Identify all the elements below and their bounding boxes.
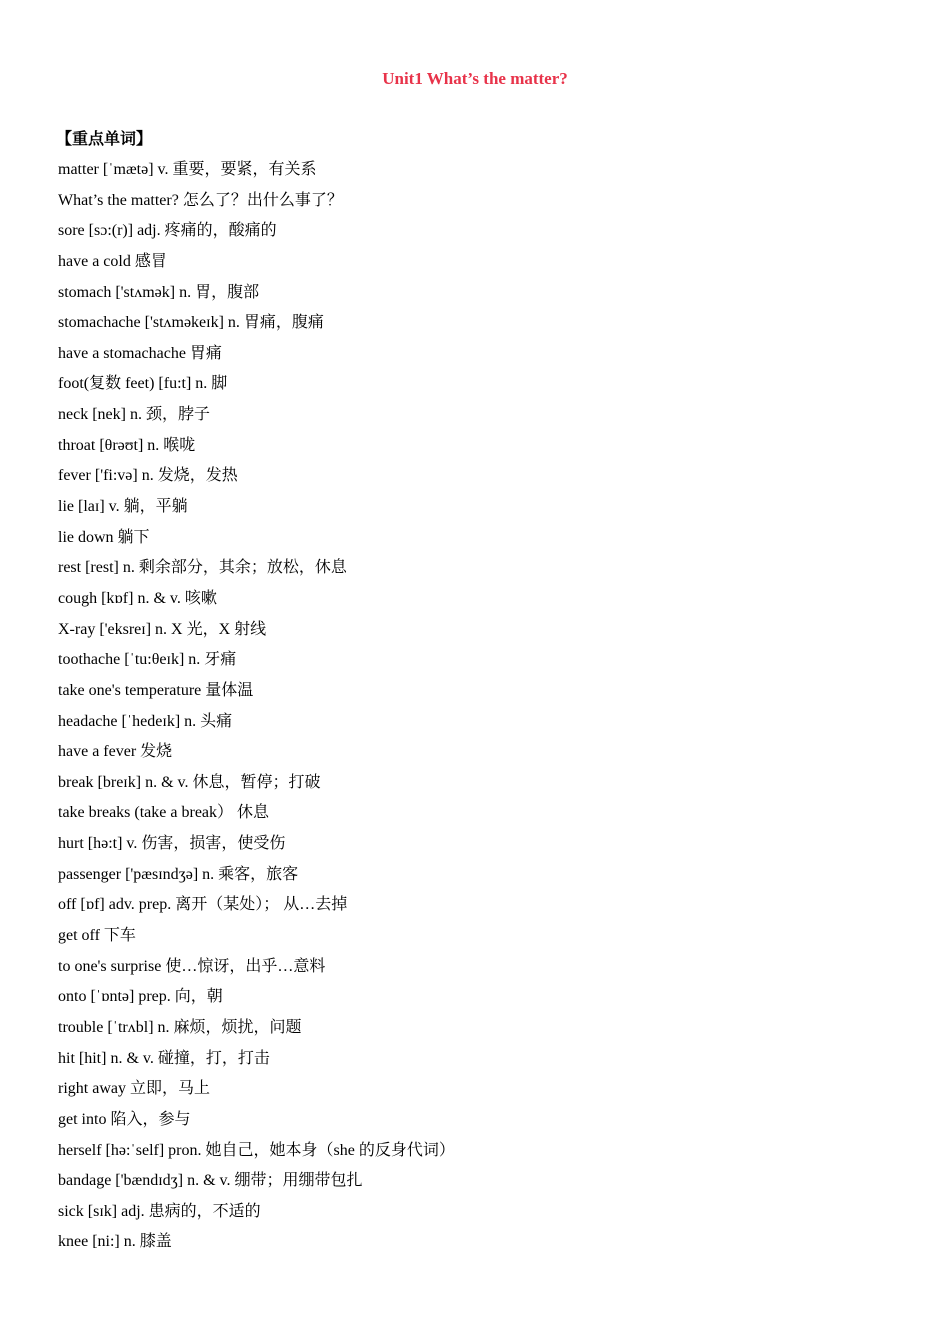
vocab-entry: foot(复数 feet) [fu:t] n. 脚 [58, 375, 228, 393]
vocab-entry: right away 立即，马上 [58, 1080, 210, 1098]
vocab-entry: bandage ['bændɪdʒ] n. & v. 绷带；用绷带包扎 [58, 1172, 363, 1190]
vocab-entry: stomachache ['stʌməkeɪk] n. 胃痛，腹痛 [58, 314, 324, 332]
vocab-entry: trouble [ˈtrʌbl] n. 麻烦，烦扰，问题 [58, 1018, 302, 1036]
vocab-entry: cough [kɒf] n. & v. 咳嗽 [58, 589, 217, 607]
vocab-entry: have a fever 发烧 [58, 743, 173, 761]
vocab-entry: headache [ˈhedeɪk] n. 头痛 [58, 712, 233, 730]
vocab-entry: throat [θrəʊt] n. 喉咙 [58, 436, 196, 454]
vocab-entry: sore [sɔ:(r)] adj. 疼痛的，酸痛的 [58, 222, 277, 240]
vocab-entry: stomach ['stʌmək] n. 胃，腹部 [58, 283, 260, 301]
vocab-entry: hit [hit] n. & v. 碰撞，打，打击 [58, 1049, 270, 1067]
vocab-entry: matter [ˈmætə] v. 重要，要紧，有关系 [58, 161, 317, 178]
vocab-entry: have a stomachache 胃痛 [58, 344, 222, 362]
vocab-entry: neck [nek] n. 颈，脖子 [58, 406, 210, 424]
vocab-entry: What’s the matter? 怎么了？出什么事了？ [58, 191, 343, 209]
vocab-entry: fever ['fi:və] n. 发烧，发热 [58, 467, 238, 485]
vocab-entry: get off 下车 [58, 927, 136, 945]
section-heading-key-words: 【重点单词】 [56, 129, 153, 148]
vocab-entry: take one's temperature 量体温 [58, 681, 254, 699]
vocab-entry: knee [ni:] n. 膝盖 [58, 1233, 172, 1251]
vocab-entry: hurt [hə:t] v. 伤害，损害，使受伤 [58, 835, 286, 853]
vocab-entry: get into 陷入，参与 [58, 1110, 191, 1128]
vocab-entry: rest [rest] n. 剩余部分，其余；放松，休息 [58, 559, 347, 577]
vocab-entry: to one's surprise 使…惊讶，出乎…意料 [58, 957, 326, 975]
vocabulary-list [58, 155, 455, 1258]
vocab-entry: off [ɒf] adv. prep. 离开（某处）； 从…去掉 [58, 896, 348, 914]
vocab-entry: herself [hə:ˈself] pron. 她自己，她本身（she 的反身代词） [58, 1141, 455, 1159]
vocab-entry: toothache [ˈtu:θeɪk] n. 牙痛 [58, 651, 237, 669]
vocab-entry: lie [laɪ] v. 躺，平躺 [58, 498, 188, 516]
vocab-entry: sick [sɪk] adj. 患病的，不适的 [58, 1202, 261, 1220]
vocab-entry: lie down 躺下 [58, 528, 150, 546]
vocab-entry: passenger ['pæsɪndʒə] n. 乘客，旅客 [58, 865, 299, 883]
vocab-entry: onto [ˈɒntə] prep. 向，朝 [58, 988, 223, 1006]
vocab-entry: take breaks (take a break） 休息 [58, 804, 270, 822]
vocab-entry: have a cold 感冒 [58, 252, 167, 270]
vocab-entry: break [breɪk] n. & v. 休息，暂停；打破 [58, 773, 321, 791]
vocab-entry: X-ray ['eksreɪ] n. X 光，X 射线 [58, 620, 267, 638]
document-title: Unit1 What’s the matter? [382, 69, 568, 88]
